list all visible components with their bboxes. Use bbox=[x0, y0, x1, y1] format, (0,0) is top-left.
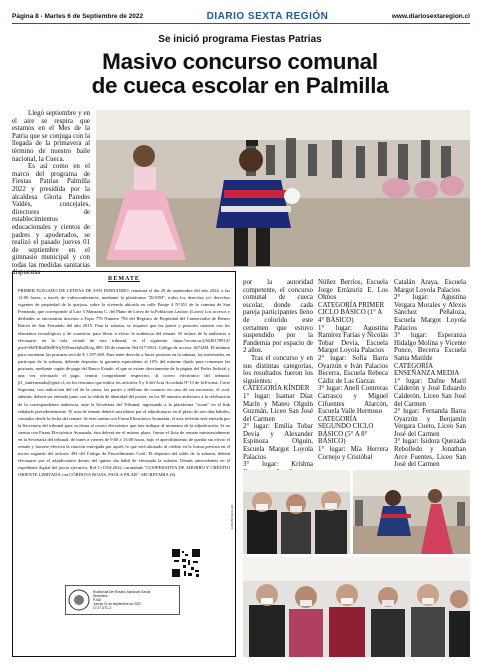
result-entry: 2° lugar: Emilia Tobar Devia y Alexander Espinoza Olguín, Escuela Margot Loyola Palacios bbox=[243, 423, 313, 461]
result-entry: 1° lugar: Agustina Ramírez Farías y Nicolás Tobar Devia, Escuela Margot Loyola Palacios bbox=[318, 324, 388, 355]
result-category: CATEGORÍA ENSEÑANZA MEDIA bbox=[394, 362, 460, 378]
result-category: CATEGORÍA PRIMER CICLO BÁSICO (1° A 4° BÁSICO) bbox=[318, 301, 385, 324]
result-category: CATEGORÍA SEGUNDO CICLO BÁSICO (5° A 8° BÁSICO) bbox=[318, 415, 374, 446]
headline-line-1: Masivo concurso comunal bbox=[102, 49, 378, 74]
body-paragraph: por la autoridad competente, el concurso comunal de cueca escolar, donde cada pareja participantes lleno de colorido este certamen que estuvo suspendido por la Pandemia por espacio de 2 años. bbox=[243, 279, 313, 355]
page-info: Página 8 - Martes 6 de Septiembre de 2022 bbox=[12, 13, 144, 20]
result-entry: 2° lugar: Agustina Vergara Morales y Alexis Sánchez Peñaloza, Escuela Margot Loyola Palacios bbox=[394, 294, 466, 332]
paper-name: DIARIO SEXTA REGIÓN bbox=[206, 11, 329, 22]
photo-audience bbox=[243, 470, 350, 554]
judiciary-seal-icon bbox=[68, 589, 90, 611]
website-link[interactable]: www.diariosextaregion.cl bbox=[391, 13, 470, 20]
article-headline bbox=[10, 50, 470, 98]
remate-body: PRIMER JUZGADO DE LETRAS DE SAN FERNANDO, rematará el día 29 de septiembre del año 2022, a las 12:00 horas, a través de videoconferencia, mediante la plataforma "ZOOM", todos los derechos y/o derechos vigentes de propiedad de la quejosa, sobre la vivienda ubicada en calle Pasaje 4 N°451 de la comuna de San Fernando, que corresponde al Lote 5 Manzana C, del Plano de Loteo de la Población Lautaro (Loteo) Los accesos y deslindes se encuentran inscritos a Fojas 776 Número 794 del Registro de Propiedad del Conservador de Bienes Raíces de San Fernando del año 2015. Para la subasta, se requiere que las partes y postores cuenten con los elementos tecnológicos y de conexión, para llevar a efecto la audiencia del remate. El enlace de la audiencia a efectuarse en la sala virtual de este tribunal, es el siguiente: https://zoom.us/j/3640178914?pwd=SkFERnlDb0FIOjN3Smtxbjhu5Uzg.009. ID de reunión 364 017 8914. Código de acceso: 4674JM. El mínimo para comenzar las posturas será de $ 1.597.669. Para tener derecho a hacer posturas en la subasta, los interesados en participar de la subasta, deberán depositar la garantía equivalente al 10% del mínimo fijado para comenzar las posturas, mediante cupón de pago del Banco Estado, el que se extrae directamente de la página del Poder Judicial y una vez efectuado el pago, remitir comprobante respectivo, al correo electrónico del tribunal: jl1_sanfernando@pjud.cl, en los términos que indica los artículos 5 y 6 del Acta Acordada N°13 de la Excma. Corte Suprema, con indicación del rol de la causa, las partes y teléfono de contacto en caso de ser necesario, el cual, además, deberá ser enviado junto con la cédula de identidad del postor, en los 90 minutos anteriores a la celebración de la correspondiente audiencia, ante la Secretaria del Tribunal, ingresando a la plataforma "zoom" en el link señalado precedentemente. El acta de remate deberá suscribirse por el adjudicatario en el plazo de tres días hábiles, contados desde la fecha del remate. Si éste cuenta con Firma Electrónica Avanzada, el acta referida será enviada por la Secretaria del tribunal para su firma al correo electrónico que éste indique al momento de la adjudicación. Si no cuenta con Firma Electrónica Avanzada, ésta deberá ser el mismo plazo, firmar el Acta de remate ministerialmente en la Secretaría del tribunal, de lunes a viernes de 9:00 a 13:00 horas, bajo el apercibimiento de quedar sin efecto el remate y hacerse efectiva la caución entregada por aquél, lo que será abonado al crédito en la forma prevista en el inciso segundo del artículo 494 del Código de Procedimiento Civil. El depósito del saldo de la subasta, deberá efectuarse por el adjudicatario dentro del quinto día hábil de efectuada la subasta. Demás antecedentes en el expediente digital del juicio ejecutivo, Rol C-1354-2022, caratulado "COOPERATIVA DE AHORRO Y CRÉDITO ORIENTE LIMITADA con CÓRDOVA ROJAS, PAOLA PILAR". SECRETARIA (S). bbox=[18, 288, 230, 478]
remate-title: REMATE bbox=[108, 276, 140, 282]
lead-text bbox=[12, 110, 90, 277]
photo-dancing-couple bbox=[96, 110, 470, 267]
stamp-line: Secretario bbox=[93, 594, 108, 598]
result-entry: 3° lugar: Anell Contreras Carrasco y Miguel Cifuentes Alarcón, Escuela Valle Hermoso bbox=[318, 385, 388, 416]
photo-dancers-floor bbox=[353, 470, 470, 554]
result-entry: 3° lugar: Krishna bbox=[243, 461, 313, 469]
photo-crowd bbox=[243, 557, 470, 657]
article-column-2 bbox=[243, 279, 313, 484]
stamp-line: PJUD bbox=[93, 598, 102, 602]
lead-paragraph: Llegó septiembre y en el aire se respira que estamos en el Mes de la Patria que se conjuga con la llegada de la primavera al término de nuestro baile nacional, la Cueca. bbox=[12, 110, 90, 163]
stamp-line: Jueves 01 de septiembre de 2022 bbox=[93, 602, 142, 606]
result-entry: 3° lugar: Esperanza Hidalgo Molina y Vicente Ponce, Becerra Escuela Santa Matilde bbox=[394, 332, 466, 362]
article-column-3 bbox=[318, 279, 388, 461]
result-entry: 1° lugar: Isamar Díaz Marín y Mateo Olguín Guzmán, Liceo San José del Carmen bbox=[243, 392, 313, 423]
result-entry: 2° lugar: Sofía Barra Oyarzún e Iván Palacios Becerra, Escuela Rebeca Cádiz de Las Garzas bbox=[318, 354, 388, 385]
result-entry: 1° lugar: Mía Herrera Cornejo y Cristóbal bbox=[318, 446, 388, 461]
article-column-4 bbox=[394, 279, 466, 469]
result-entry: 2° lugar: Fernanda Barra Oyarzún y Benjamín Vergara Cueto, Liceo San José del Carmen bbox=[394, 408, 466, 438]
signature-stamp bbox=[65, 585, 180, 615]
body-paragraph: Tras el concurso y en sus distintas categorías, los resultados fueron los siguientes: bbox=[243, 354, 313, 385]
lead-paragraph: Es así como en el marco del programa de Fiestas Patrias Palmilla 2022 y presidida por la alcaldesa Gloria Paredes Valdés, concejales, directores de establecimientos educacionales y cientos de padres y apoderados, se realizó el pasado jueves 01 de septiembre en el gimnasio municipal y con todas las medidas sanitarias dispuestas bbox=[12, 163, 90, 277]
result-entry: Catalán Araya, Escuela Margot Loyola Palacios bbox=[394, 279, 466, 294]
stamp-line: 17:27 UTC-3 bbox=[93, 606, 112, 610]
result-entry: 1° lugar: Dafne Maril Calderón y José Eduardo Calderón, Liceo San José del Carmen bbox=[394, 377, 466, 408]
page-header bbox=[12, 10, 470, 24]
stamp-line: Rudecinda Del Rosario Sandoval Garcia bbox=[93, 590, 151, 594]
article-kicker: Se inició programa Fiestas Patrias bbox=[158, 34, 322, 45]
result-entry: Núñez Berríos, Escuela Jorge Errázuriz E. Los Olmos bbox=[318, 279, 388, 302]
headline-line-2: de cueca escolar en Palmilla bbox=[91, 73, 389, 98]
side-code: 120225046213-96 bbox=[230, 505, 234, 530]
stamp-text bbox=[93, 590, 150, 610]
result-category: CATEGORÍA KÍNDER bbox=[243, 385, 310, 393]
result-entry: 3° lugar: Isidora Quezada Rebolledo y Jonathan Arce Fuentes, Liceo San José del Carmen bbox=[394, 438, 466, 469]
qr-code-icon bbox=[171, 548, 201, 578]
